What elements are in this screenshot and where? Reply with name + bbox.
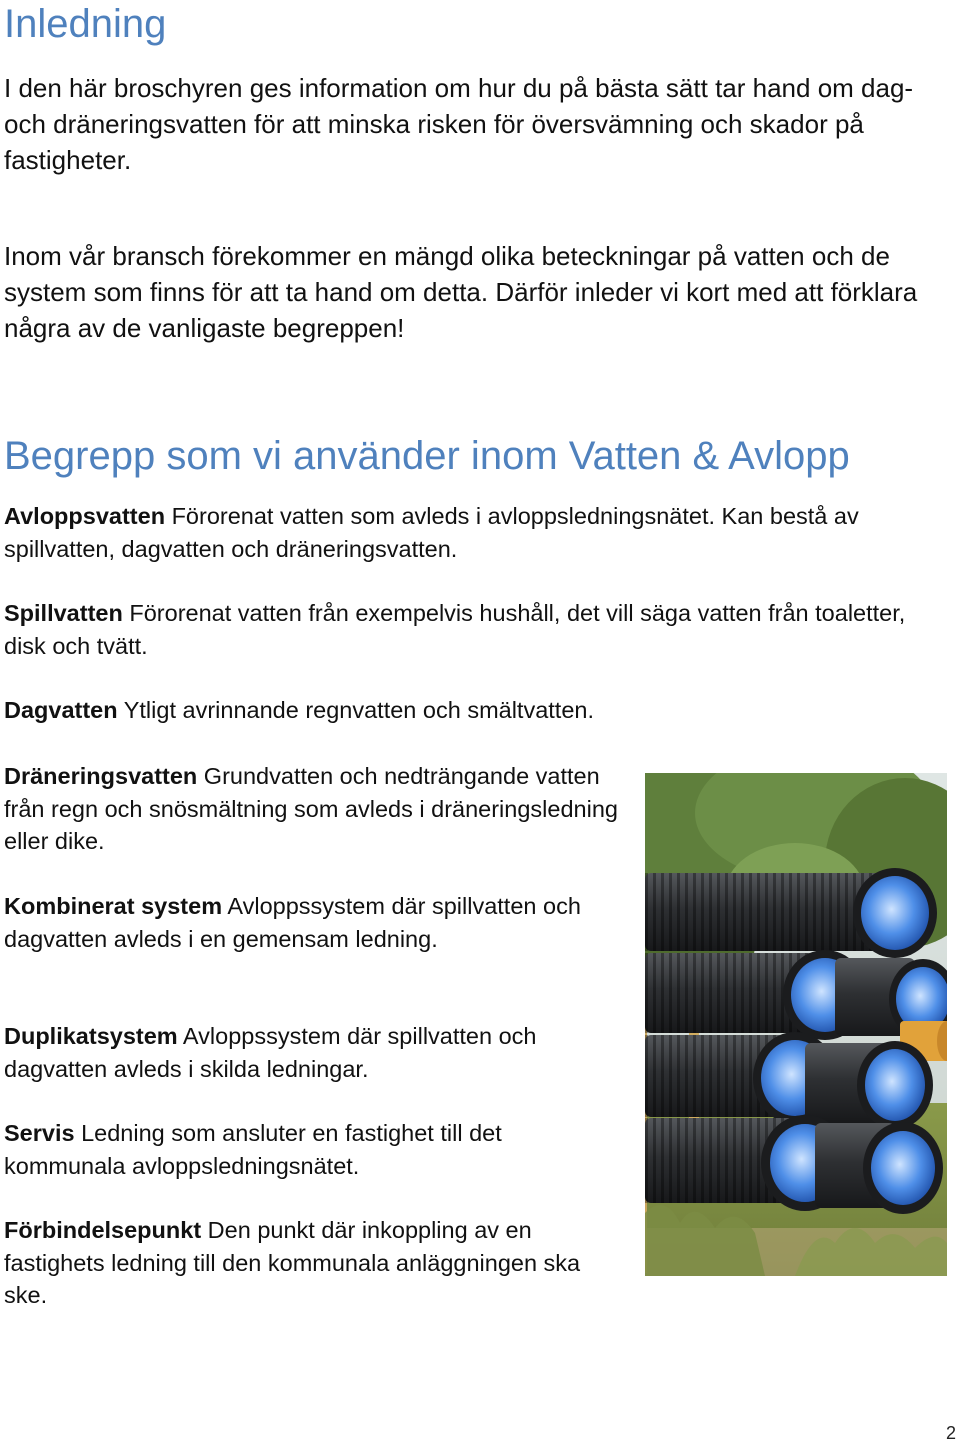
term-dagvatten <box>4 694 939 727</box>
intro-paragraph-1: I den här broschyren ges information om hur du på bästa sätt tar hand om dag- och dräneringsvatten för att minska risken för översvämning och skador på fastigheter. <box>4 73 914 175</box>
term-forbindelsepunkt <box>4 1214 619 1312</box>
term-duplikatsystem <box>4 1020 619 1085</box>
term-label: Spillvatten <box>4 600 123 626</box>
term-label: Servis <box>4 1120 75 1146</box>
term-definition: Förorenat vatten från exempelvis hushåll, det vill säga vatten från toaletter, disk och tvätt. <box>4 600 906 659</box>
term-definition: Ytligt avrinnande regnvatten och smältvatten. <box>117 697 595 723</box>
drainage-pipes-photo <box>645 773 947 1276</box>
term-servis <box>4 1117 619 1182</box>
term-draneringsvatten <box>4 760 619 858</box>
term-label: Kombinerat system <box>4 893 223 919</box>
term-definition: Avloppssystem där spillvatten och dagvatten avleds i skilda ledningar. <box>4 1023 537 1082</box>
page-number: 2 <box>945 1423 956 1443</box>
term-spillvatten <box>4 597 939 662</box>
intro-heading: Inledning <box>4 2 167 46</box>
term-definition: Grundvatten och nedträngande vatten från regn och snösmältning som avleds i dräneringsledning eller dike. <box>4 763 618 854</box>
term-definition: Förorenat vatten som avleds i avloppsledningsnätet. Kan bestå av spillvatten, dagvatten och dräneringsvatten. <box>4 503 859 562</box>
term-kombinerat-system <box>4 890 619 955</box>
term-label: Dagvatten <box>4 697 118 723</box>
term-definition: Ledning som ansluter en fastighet till det kommunala avloppsledningsnätet. <box>4 1120 502 1179</box>
glossary-heading: Begrepp som vi använder inom Vatten & Avlopp <box>4 434 850 478</box>
intro-paragraph-2: Inom vår bransch förekommer en mängd olika beteckningar på vatten och de system som finns för att ta hand om detta. Därför inleder vi kort med att förklara några av de vanligaste begreppen! <box>4 241 918 343</box>
term-avloppsvatten <box>4 500 939 565</box>
term-label: Förbindelsepunkt <box>4 1217 202 1243</box>
term-definition: Den punkt där inkoppling av en fastighets ledning till den kommunala anläggningen ska ske. <box>4 1217 581 1308</box>
term-definition: Avloppssystem där spillvatten och dagvatten avleds i en gemensam ledning. <box>4 893 581 952</box>
term-label: Dräneringsvatten <box>4 763 198 789</box>
term-label: Duplikatsystem <box>4 1023 178 1049</box>
term-label: Avloppsvatten <box>4 503 166 529</box>
